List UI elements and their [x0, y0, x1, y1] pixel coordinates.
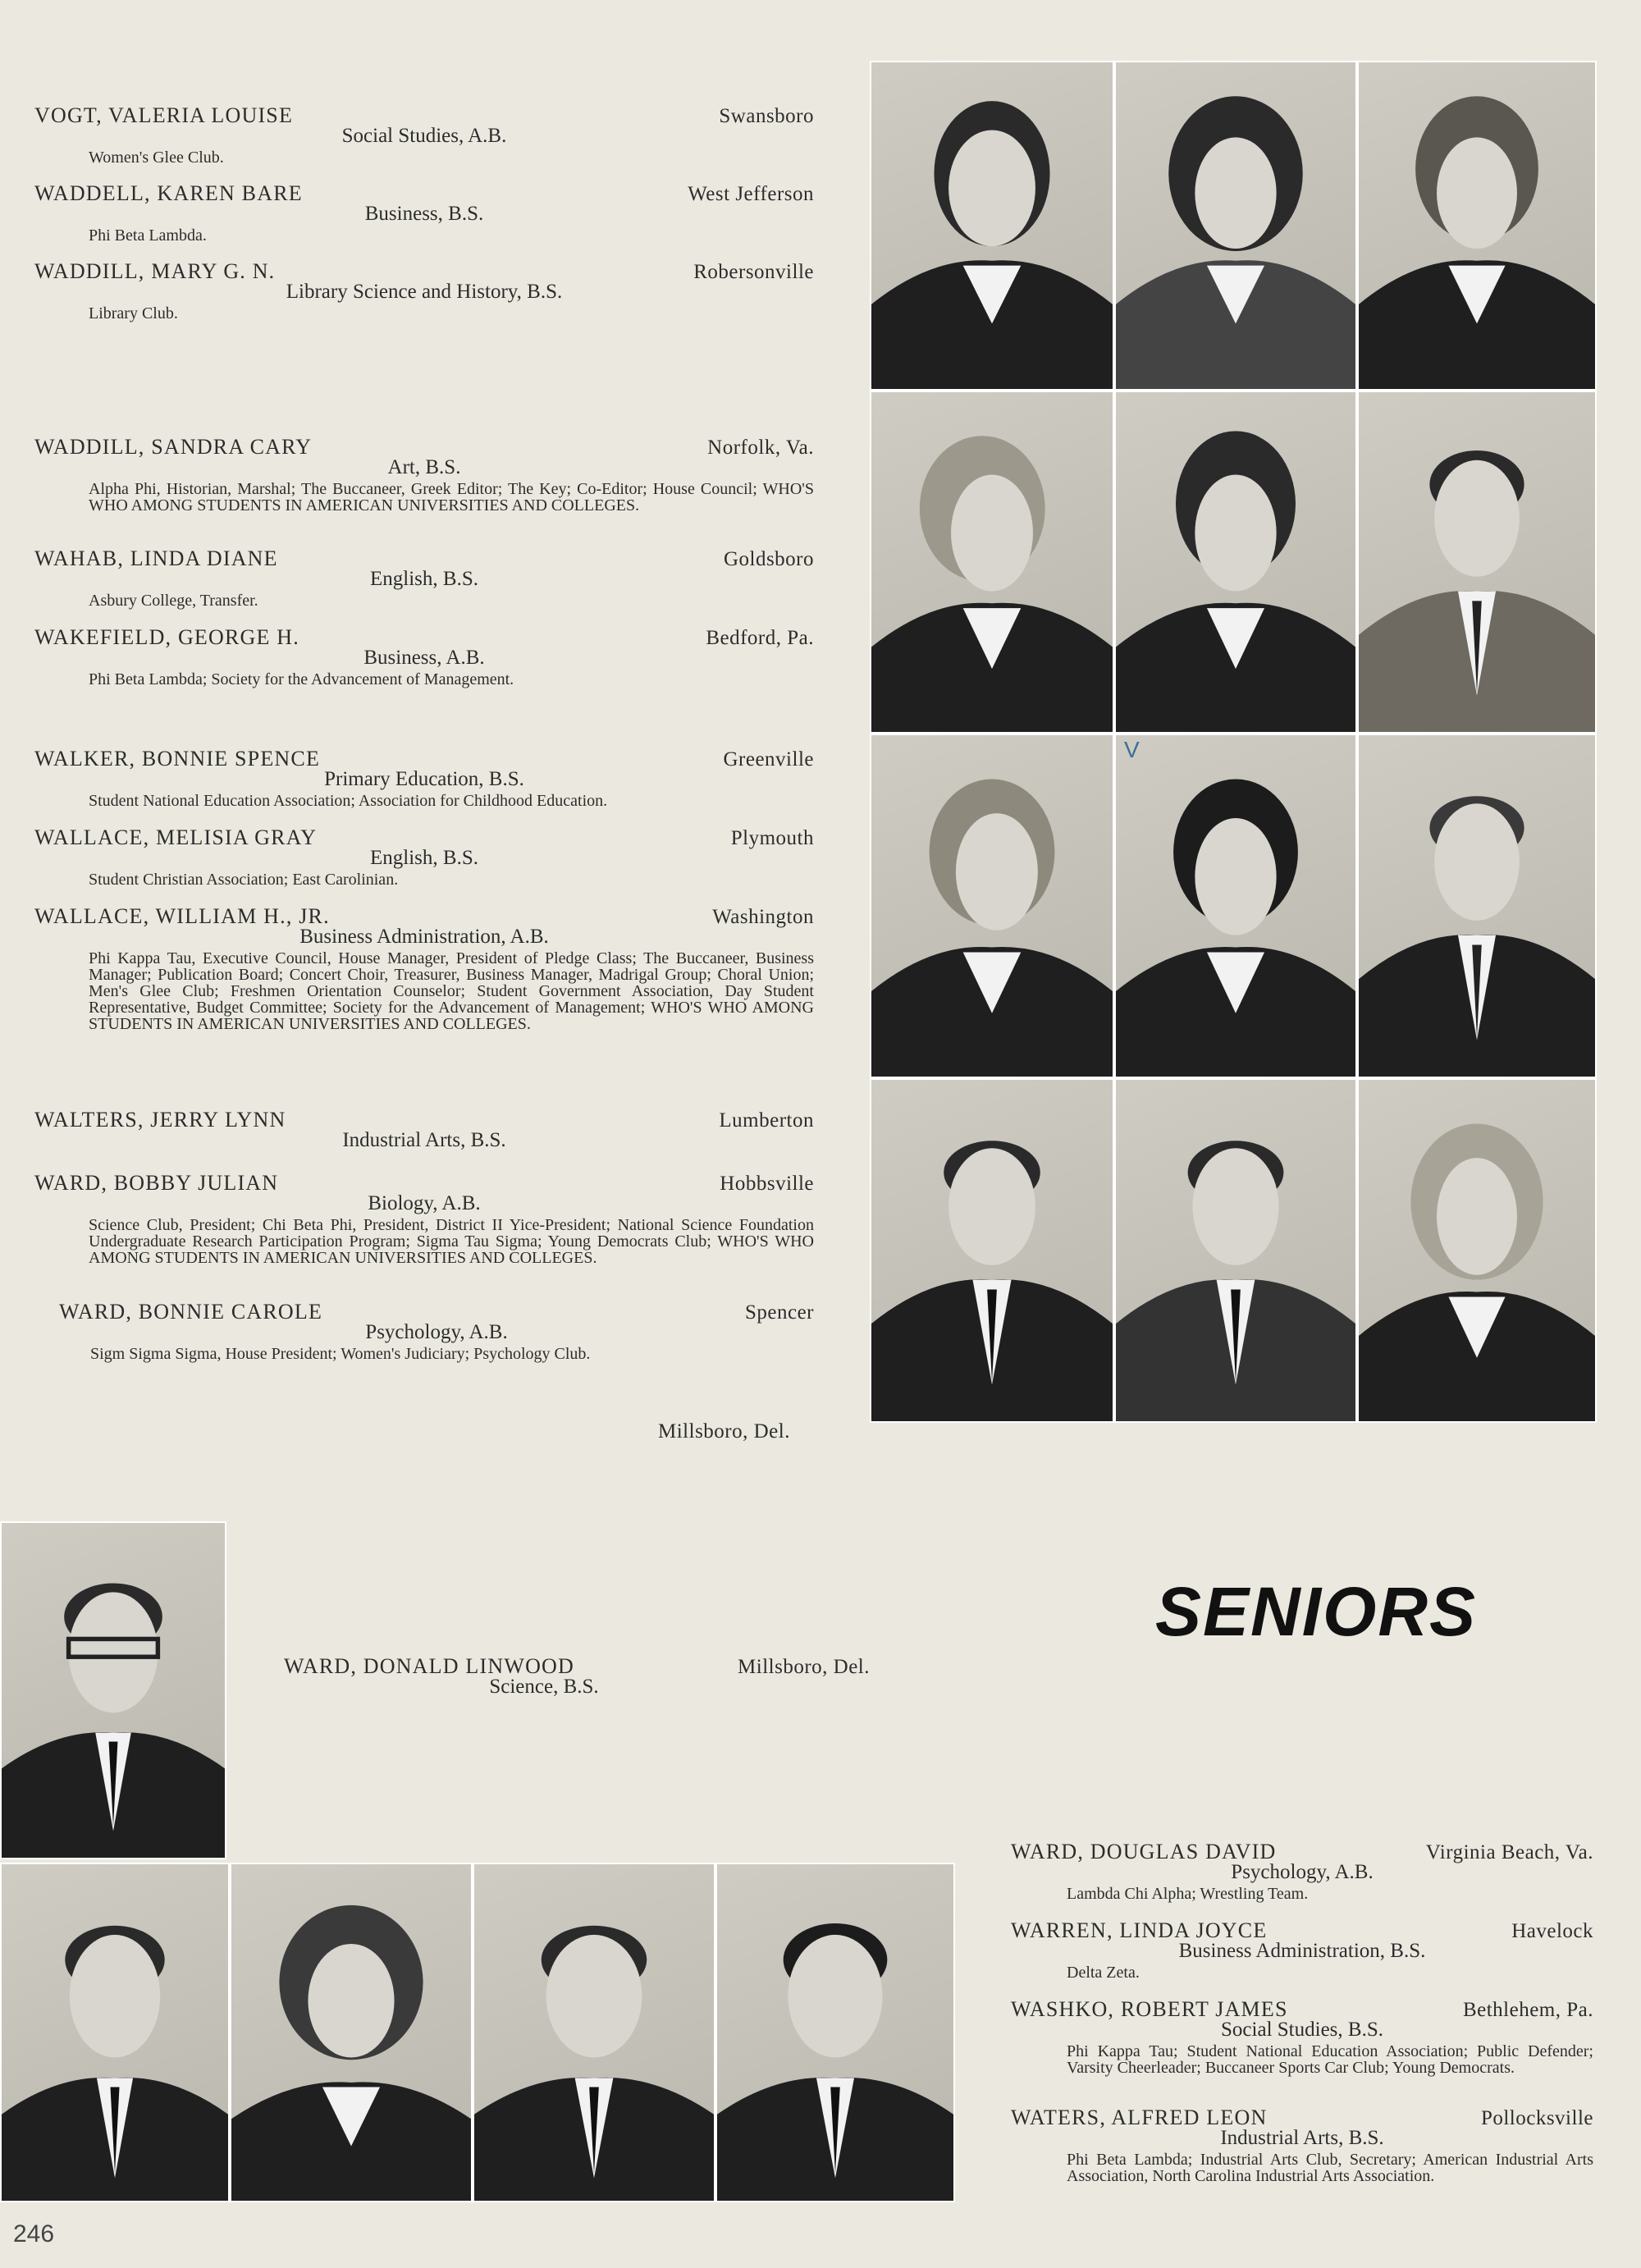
hometown: Lumberton [719, 1109, 814, 1132]
activities: Sigm Sigma Sigma, House President; Women's Judiciary; Psychology Club. [90, 1345, 591, 1363]
hometown: Pollocksville [1480, 2107, 1593, 2129]
portrait-photo [473, 1863, 715, 2202]
student-name: WADDILL, MARY G. N. [34, 259, 276, 283]
activities: Phi Kappa Tau; Student National Education Association; Public Defender; Varsity Cheerleader; Buccaneer Sports Car Club; Young Democrats. [1067, 2042, 1593, 2077]
activities: Phi Kappa Tau, Executive Council, House Manager, President of Pledge Class; The Buccaneer, Business Manager; Publication Board; Concert Choir, Treasurer, Business Manager, Madrigal Group; Choral Union; Men's Glee Club; Freshmen Orientation Counselor; Student Government Association, Day Student Representative, Budget Committee; Society for the Advancement of Management; WHO'S WHO AMONG STUDENTS IN AMERICAN UNIVERSITIES AND COLLEGES. [89, 949, 814, 1033]
activities: Student National Education Association; Association for Childhood Education. [89, 792, 608, 810]
student-name: WARD, BOBBY JULIAN [34, 1171, 279, 1195]
senior-entry [34, 435, 814, 514]
senior-entry [34, 546, 814, 609]
degree: Business Administration, A.B. [299, 926, 549, 948]
degree: Business, A.B. [363, 647, 485, 669]
portrait-photo [870, 61, 1114, 391]
student-name: WARREN, LINDA JOYCE [1011, 1918, 1268, 1942]
portrait-photo [870, 1078, 1114, 1423]
portrait-photo [1114, 391, 1357, 734]
senior-entry [59, 1300, 814, 1362]
student-name: WAHAB, LINDA DIANE [34, 546, 278, 570]
student-name: WASHKO, ROBERT JAMES [1011, 1997, 1288, 2021]
student-name: WALLACE, WILLIAM H., JR. [34, 904, 330, 928]
senior-entry [34, 625, 814, 688]
student-name: WADDELL, KAREN BARE [34, 181, 303, 205]
activities: Lambda Chi Alpha; Wrestling Team. [1067, 1885, 1309, 1903]
hometown: Goldsboro [723, 548, 814, 570]
activities: Student Christian Association; East Carolinian. [89, 871, 399, 889]
degree: Biology, A.B. [368, 1192, 481, 1214]
senior-entry [284, 1654, 870, 1699]
portrait-photo [0, 1521, 226, 1859]
portrait-photo [1357, 391, 1597, 734]
student-name: WALTERS, JERRY LYNN [34, 1108, 286, 1132]
degree: Business Administration, B.S. [1178, 1940, 1426, 1962]
activities: Phi Beta Lambda. [89, 226, 207, 245]
degree: Social Studies, A.B. [341, 125, 507, 147]
student-name: WALLACE, MELISIA GRAY [34, 825, 318, 849]
hometown: Plymouth [730, 827, 814, 849]
portrait-photo [1357, 1078, 1597, 1423]
degree: Science, B.S. [489, 1676, 599, 1698]
senior-entry [34, 747, 814, 809]
hometown: Swansboro [719, 105, 814, 127]
degree: Industrial Arts, B.S. [342, 1129, 506, 1151]
student-name: WALKER, BONNIE SPENCE [34, 747, 321, 770]
student-name: VOGT, VALERIA LOUISE [34, 103, 294, 127]
hometown: Bethlehem, Pa. [1462, 1999, 1593, 2021]
activities: Women's Glee Club. [89, 149, 224, 167]
activities: Library Club. [89, 304, 178, 322]
hometown: Bedford, Pa. [706, 627, 814, 649]
activities: Phi Beta Lambda; Industrial Arts Club, Secretary; American Industrial Arts Association, North Carolina Industrial Arts Association. [1067, 2151, 1593, 2185]
hometown: West Jefferson [688, 183, 814, 205]
senior-entry [34, 904, 814, 1032]
senior-entry [34, 825, 814, 888]
student-name: WARD, BONNIE CAROLE [59, 1300, 323, 1324]
senior-entry [34, 259, 814, 322]
portrait-photo [1357, 734, 1597, 1078]
portrait-photo [870, 391, 1114, 734]
hometown: Spencer [744, 1301, 814, 1324]
degree: Library Science and History, B.S. [286, 281, 563, 303]
activities: Asbury College, Transfer. [89, 592, 258, 610]
portrait-photo [1114, 61, 1357, 391]
portrait-photo [230, 1863, 473, 2202]
student-name: WATERS, ALFRED LEON [1011, 2106, 1268, 2129]
photo-check-mark: V [1124, 737, 1140, 762]
hometown: Washington [712, 906, 814, 928]
student-name: WARD, DONALD LINWOOD [284, 1654, 575, 1678]
degree: Social Studies, B.S. [1221, 2019, 1383, 2041]
senior-entry [34, 1108, 814, 1154]
student-name: WAKEFIELD, GEORGE H. [34, 625, 299, 649]
hometown: Norfolk, Va. [707, 437, 814, 459]
hometown: Robersonville [693, 261, 814, 283]
student-name: WADDILL, SANDRA CARY [34, 435, 313, 459]
senior-entry [34, 181, 814, 244]
page-number: 246 [13, 2220, 55, 2247]
degree: Art, B.S. [387, 456, 461, 478]
senior-entry [1011, 1918, 1593, 1981]
degree: English, B.S. [370, 847, 478, 869]
activities: Phi Beta Lambda; Society for the Advancement of Management. [89, 670, 514, 688]
portrait-photo [1357, 61, 1597, 391]
hometown: Greenville [723, 748, 814, 770]
student-name: WARD, DOUGLAS DAVID [1011, 1840, 1277, 1863]
portrait-photo [0, 1863, 230, 2202]
page-title: SENIORS [1155, 1573, 1478, 1650]
senior-entry [1011, 2106, 1593, 2184]
hometown: Havelock [1511, 1920, 1593, 1942]
senior-entry [34, 103, 814, 166]
senior-entry [34, 1171, 814, 1266]
activities: Science Club, President; Chi Beta Phi, President, District II Yice-President; National Science Foundation Undergraduate Research Participation Program; Sigma Tau Sigma; Young Democrats Club; WHO'S WHO AMONG STUDENTS IN AMERICAN UNIVERSITIES AND COLLEGES. [89, 1216, 814, 1267]
activities: Alpha Phi, Historian, Marshal; The Buccaneer, Greek Editor; The Key; Co-Editor; House Council; WHO'S WHO AMONG STUDENTS IN AMERICAN UNIVERSITIES AND COLLEGES. [89, 480, 814, 514]
degree: Psychology, A.B. [1231, 1861, 1374, 1883]
portrait-photo [715, 1863, 955, 2202]
degree: English, B.S. [370, 568, 478, 590]
degree: Business, B.S. [364, 203, 484, 225]
degree: Industrial Arts, B.S. [1220, 2127, 1384, 2149]
portrait-photo [1114, 1078, 1357, 1423]
degree: Primary Education, B.S. [324, 768, 524, 790]
degree: Psychology, A.B. [365, 1321, 508, 1343]
senior-entry [1011, 1840, 1593, 1902]
hometown: Millsboro, Del. [738, 1656, 870, 1678]
portrait-photo [1114, 734, 1357, 1078]
senior-entry [1011, 1997, 1593, 2076]
activities: Delta Zeta. [1067, 1964, 1140, 1982]
loose-hometown: Millsboro, Del. [658, 1420, 790, 1443]
hometown: Hobbsville [720, 1173, 814, 1195]
hometown: Virginia Beach, Va. [1425, 1841, 1593, 1863]
portrait-photo [870, 734, 1114, 1078]
